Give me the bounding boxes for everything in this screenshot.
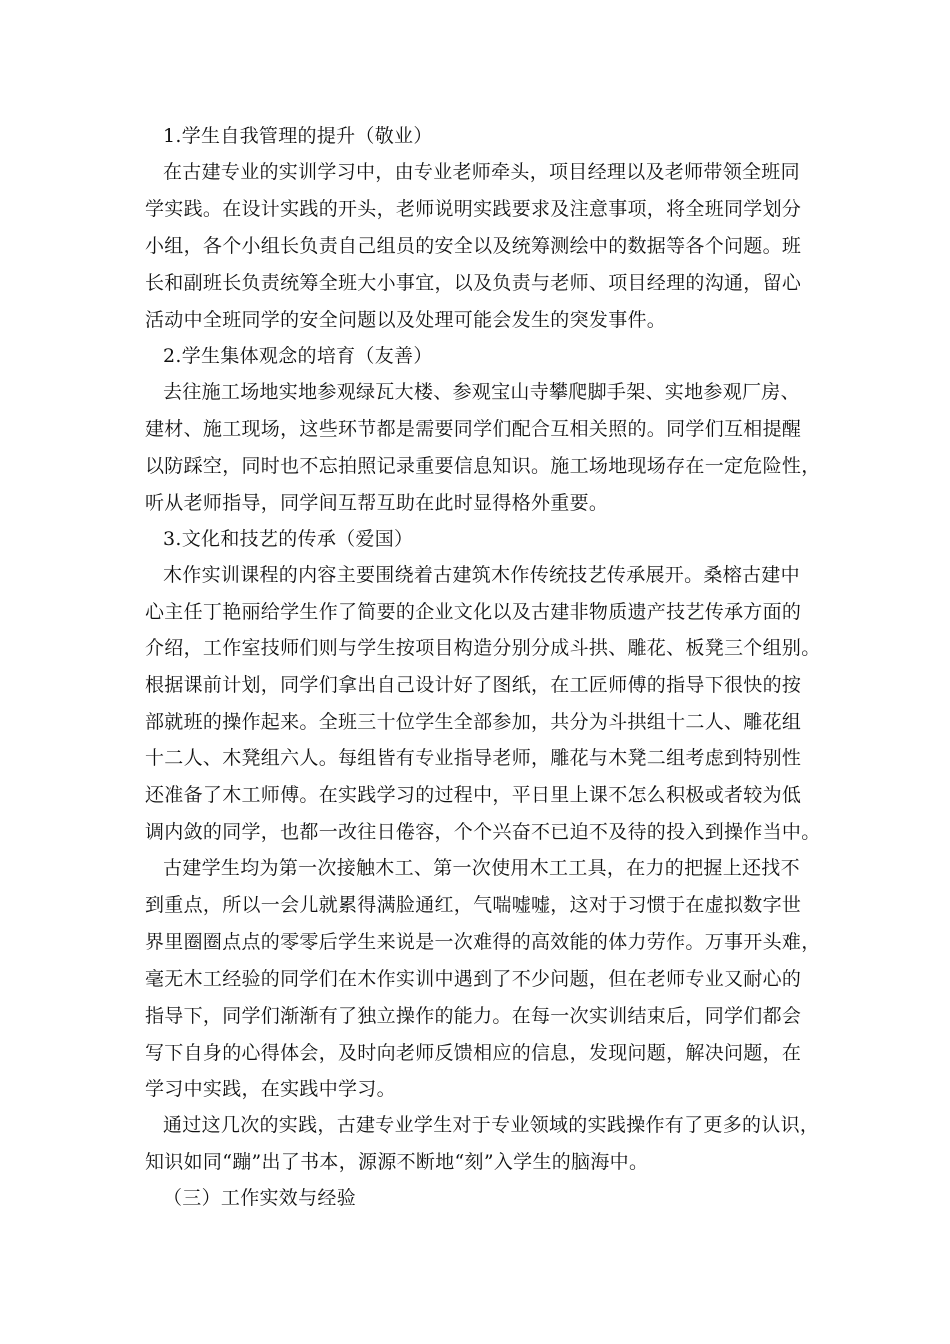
section-heading-3: 3.文化和技艺的传承（爱国） [163,528,414,550]
paragraph-line: 通过这几次的实践，古建专业学生对于专业领域的实践操作有了更多的认识， [163,1114,820,1136]
paragraph-line: 学习中实践，在实践中学习。 [145,1078,396,1100]
paragraph-line: 活动中全班同学的安全问题以及处理可能会发生的突发事件。 [145,309,667,331]
paragraph-line: 建材、施工现场，这些环节都是需要同学们配合互相关照的。同学们互相提醒 [145,418,802,440]
paragraph-line: 长和副班长负责统筹全班大小事宜，以及负责与老师、项目经理的沟通，留心 [145,272,802,294]
paragraph-line: 部就班的操作起来。全班三十位学生全部参加，共分为斗拱组十二人、雕花组 [145,711,802,733]
section-heading-4: （三）工作实效与经验 [163,1187,357,1209]
paragraph-line: 写下自身的心得体会，及时向老师反馈相应的信息，发现问题，解决问题，在 [145,1042,802,1064]
paragraph-line: 根据课前计划，同学们拿出自己设计好了图纸，在工匠师傅的指导下很快的按 [145,674,802,696]
paragraph-line: 调内敛的同学，也都一改往日倦容，个个兴奋不已迫不及待的投入到操作当中。 [145,821,821,843]
paragraph-line: 木作实训课程的内容主要围绕着古建筑木作传统技艺传承展开。桑榕古建中 [163,564,800,586]
paragraph-line: 学实践。在设计实践的开头，老师说明实践要求及注意事项，将全班同学划分 [145,198,802,220]
section-heading-1: 1.学生自我管理的提升（敬业） [163,125,433,147]
paragraph-line: 还准备了木工师傅。在实践学习的过程中，平日里上课不怎么积极或者较为低 [145,784,802,806]
section-heading-2: 2.学生集体观念的培育（友善） [163,345,433,367]
paragraph-line: 心主任丁艳丽给学生作了简要的企业文化以及古建非物质遗产技艺传承方面的 [145,601,802,623]
paragraph-line: 到重点，所以一会儿就累得满脸通红，气喘嘘嘘，这对于习惯于在虚拟数字世 [145,894,802,916]
paragraph-line: 十二人、木凳组六人。每组皆有专业指导老师，雕花与木凳二组考虑到特别性 [145,747,802,769]
paragraph-line: 毫无木工经验的同学们在木作实训中遇到了不少问题，但在老师专业又耐心的 [145,968,802,990]
paragraph-line: 知识如同“蹦”出了书本，源源不断地“刻”入学生的脑海中。 [145,1151,649,1173]
paragraph-line: 在古建专业的实训学习中，由专业老师牵头，项目经理以及老师带领全班同 [163,161,800,183]
paragraph-line: 界里圈圈点点的零零后学生来说是一次难得的高效能的体力劳作。万事开头难， [145,931,821,953]
paragraph-line: 古建学生均为第一次接触木工、第一次使用木工工具，在力的把握上还找不 [163,857,800,879]
paragraph-line: 指导下，同学们渐渐有了独立操作的能力。在每一次实训结束后，同学们都会 [145,1005,802,1027]
paragraph-line: 听从老师指导，同学间互帮互助在此时显得格外重要。 [145,492,609,514]
paragraph-line: 以防踩空，同时也不忘拍照记录重要信息知识。施工场地现场存在一定危险性， [145,455,821,477]
paragraph-line: 去往施工场地实地参观绿瓦大楼、参观宝山寺攀爬脚手架、实地参观厂房、 [163,381,800,403]
paragraph-line: 介绍，工作室技师们则与学生按项目构造分别分成斗拱、雕花、板凳三个组别。 [145,637,821,659]
paragraph-line: 小组，各个小组长负责自己组员的安全以及统筹测绘中的数据等各个问题。班 [145,235,802,257]
